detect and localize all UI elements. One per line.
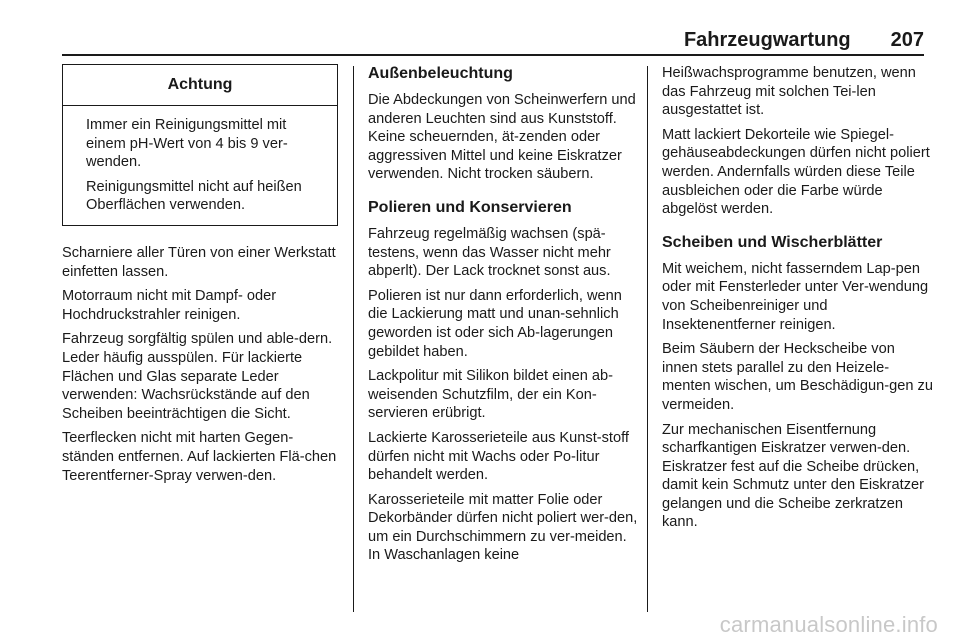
warning-box <box>62 64 338 226</box>
paragraph: Matt lackiert Dekorteile wie Spiegel-gehäuseabdeckungen dürfen nicht poliert werden. Andernfalls würden diese Teile ausbleichen oder die Farbe würde abgelöst werden. <box>662 126 930 218</box>
paragraph: Teerflecken nicht mit harten Gegen-ständen entfernen. Auf lackierten Flä-chen Teerentferner-Spray verwen-den. <box>62 430 337 484</box>
column-divider-2 <box>647 66 648 612</box>
paragraph: Fahrzeug sorgfältig spülen und able-dern. Leder häufig ausspülen. Für lackierte Flächen und Glas separate Leder verwenden: Wachsrückstände auf den Scheiben beeinträchtigen die Sicht. <box>62 331 333 422</box>
watermark: carmanualsonline.info <box>719 612 938 637</box>
paragraph: Heißwachsprogramme benutzen, wenn das Fahrzeug mit solchen Tei-len ausgestattet ist. <box>662 65 916 119</box>
warning-title: Achtung <box>63 65 337 106</box>
page-number: 207 <box>890 29 924 51</box>
column-divider-1 <box>353 66 354 612</box>
section-title: Fahrzeugwartung <box>683 29 851 51</box>
paragraph: Lackpolitur mit Silikon bildet einen ab-weisenden Schutzfilm, der ein Kon-servieren erübrigt. <box>368 368 613 422</box>
paragraph: Motorraum nicht mit Dampf- oder Hochdruckstrahler reinigen. <box>62 288 277 323</box>
heading-polishing: Polieren und Konservieren <box>368 198 572 216</box>
column-2 <box>368 64 640 571</box>
paragraph: Polieren ist nur dann erforderlich, wenn die Lackierung matt und unan-sehnlich geworden ist oder sich Ab-lagerungen gebildet haben. <box>368 287 622 360</box>
heading-windows-wipers: Scheiben und Wischerblätter <box>662 233 883 251</box>
paragraph: Beim Säubern der Heckscheibe von innen stets parallel zu den Heizele-menten wischen, um Beschädigun-gen zu vermeiden. <box>662 341 933 413</box>
column-3 <box>662 64 934 538</box>
warning-paragraph: Reinigungsmittel nicht auf heißen Oberflächen verwenden. <box>86 178 302 214</box>
warning-paragraph: Immer ein Reinigungsmittel mit einem pH-Wert von 4 bis 9 ver-wenden. <box>86 117 288 171</box>
paragraph: Lackierte Karosserieteile aus Kunst-stoff dürfen nicht mit Wachs oder Po-litur behandelt werden. <box>368 429 629 484</box>
paragraph: Mit weichem, nicht fasserndem Lap-pen oder mit Fensterleder unter Ver-wendung von Scheibenreiniger und Insektenentferner reinigen. <box>662 260 929 333</box>
paragraph: Scharniere aller Türen von einer Werkstatt einfetten lassen. <box>62 244 336 280</box>
warning-body <box>63 106 337 225</box>
page-header <box>62 28 924 56</box>
paragraph: Fahrzeug regelmäßig wachsen (spä-testens, wenn das Wasser nicht mehr abperlt). Der Lack trocknet sonst aus. <box>368 225 611 280</box>
heading-exterior-lights: Außenbeleuchtung <box>368 65 513 82</box>
paragraph: Die Abdeckungen von Scheinwerfern und anderen Leuchten sind aus Kunststoff. Keine scheuernden, ät-zenden oder aggressiven Mittel und keine Eiskratzer verwenden. Nicht trocken säubern. <box>368 92 636 183</box>
column-1 <box>62 64 338 491</box>
paragraph: Zur mechanischen Eisentfernung scharfkantigen Eiskratzer verwen-den. Eiskratzer fest auf die Scheibe drücken, damit kein Schmutz unter den Eiskratzer gelangen und die Scheibe zerkratzen kann. <box>662 421 924 531</box>
paragraph: Karosserieteile mit matter Folie oder Dekorbänder dürfen nicht poliert wer-den, um ein Durchschimmern zu ver-meiden. In Waschanlagen keine <box>368 491 638 564</box>
